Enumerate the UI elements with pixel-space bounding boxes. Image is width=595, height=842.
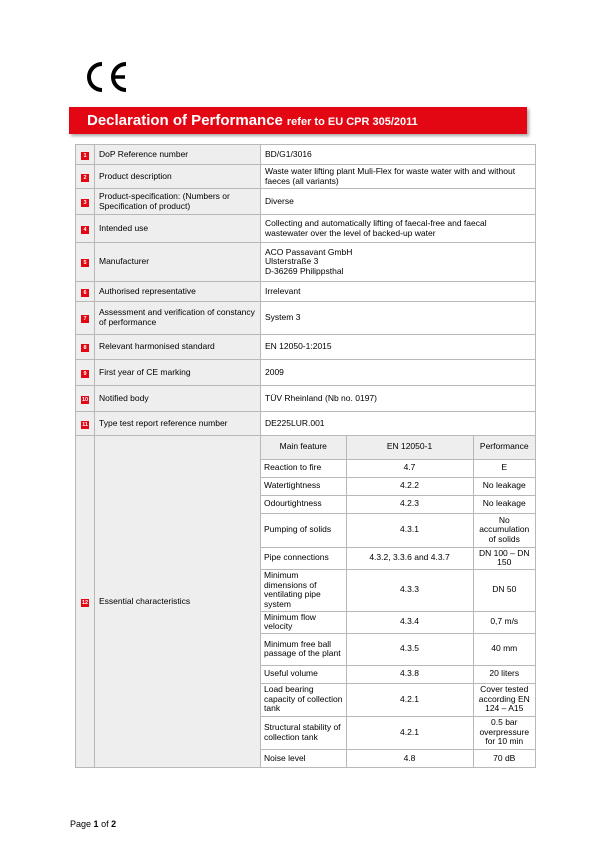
table-row — [261, 683, 535, 716]
row-label: First year of CE marking — [95, 360, 261, 386]
row-number-badge: 1 — [81, 152, 89, 160]
row-number-badge: 11 — [82, 421, 88, 428]
row-value: Collecting and automatically lifting of faecal-free and faecal wastewater over the level of backed-up water — [261, 215, 536, 243]
row-value: DE225LUR.001 — [261, 412, 536, 436]
address-line: D-36269 Philippsthal — [265, 265, 344, 276]
standard-cell: 4.3.5 — [346, 633, 473, 665]
row-number-badge: 12 — [81, 599, 89, 606]
row-label: DoP Reference number — [95, 145, 261, 165]
table-row — [76, 165, 536, 189]
standard-cell: 4.3.4 — [346, 611, 473, 633]
feature-cell: Useful volume — [261, 665, 346, 683]
row-value: System 3 — [261, 302, 536, 335]
feature-cell: Minimum flow velocity — [261, 611, 346, 633]
address-line: Ulsterstraße 3 — [265, 256, 319, 267]
standard-cell: 4.7 — [346, 459, 473, 477]
table-row — [76, 243, 536, 282]
row-number-badge: 10 — [81, 396, 89, 403]
column-header: EN 12050-1 — [346, 436, 473, 459]
row-value: Irrelevant — [261, 282, 536, 302]
page-footer — [70, 819, 116, 829]
standard-cell: 4.3.8 — [346, 665, 473, 683]
row-number-badge: 7 — [81, 315, 89, 323]
performance-cell: DN 50 — [473, 569, 535, 611]
row-label: Authorised representative — [95, 282, 261, 302]
table-row — [261, 547, 535, 569]
feature-cell: Minimum free ball passage of the plant — [261, 633, 346, 665]
row-label: Notified body — [95, 386, 261, 412]
total-pages: 2 — [111, 819, 117, 829]
standard-cell: 4.2.2 — [346, 477, 473, 495]
row-number-badge: 5 — [81, 259, 89, 267]
row-number-badge: 6 — [81, 289, 89, 297]
table-row — [261, 633, 535, 665]
row-value: 2009 — [261, 360, 536, 386]
header-row — [261, 436, 535, 459]
row-number-badge: 8 — [81, 344, 89, 352]
row-label: Product description — [95, 165, 261, 189]
ce-logo — [82, 60, 130, 99]
row-number-badge: 2 — [81, 174, 89, 182]
standard-cell: 4.8 — [346, 749, 473, 767]
feature-cell: Minimum dimensions of ventilating pipe system — [261, 569, 346, 611]
row-label: Type test report reference number — [95, 412, 261, 436]
performance-cell: 0.5 bar overpressure for 10 min — [473, 716, 535, 749]
row-number-badge: 4 — [81, 226, 89, 234]
feature-cell: Structural stability of collection tank — [261, 716, 346, 749]
column-header: Main feature — [261, 436, 346, 459]
performance-cell: DN 100 – DN 150 — [473, 547, 535, 569]
column-header: Performance — [473, 436, 535, 459]
row-number-badge: 9 — [81, 370, 89, 378]
page-title: Declaration of Performance — [87, 112, 283, 129]
standard-cell: 4.2.1 — [346, 683, 473, 716]
title-banner — [69, 107, 527, 134]
feature-cell: Noise level — [261, 749, 346, 767]
performance-cell: E — [473, 459, 535, 477]
performance-cell: 0,7 m/s — [473, 611, 535, 633]
table-row — [261, 569, 535, 611]
feature-cell: Pipe connections — [261, 547, 346, 569]
table-row — [76, 386, 536, 412]
manufacturer-address — [261, 243, 536, 282]
table-row — [76, 189, 536, 215]
table-row — [261, 513, 535, 547]
performance-cell: No accumulation of solids — [473, 513, 535, 547]
row-value: Waste water lifting plant Muli-Flex for waste water with and without faeces (all variants) — [261, 165, 536, 189]
feature-cell: Odourtightness — [261, 495, 346, 513]
row-value: Diverse — [261, 189, 536, 215]
standard-cell: 4.2.3 — [346, 495, 473, 513]
row-value: TÜV Rheinland (Nb no. 0197) — [261, 386, 536, 412]
feature-cell: Pumping of solids — [261, 513, 346, 547]
table-row — [76, 335, 536, 360]
table-row — [261, 749, 535, 767]
row-value: BD/G1/3016 — [261, 145, 536, 165]
regulation-reference: refer to EU CPR 305/2011 — [286, 116, 418, 128]
performance-cell: No leakage — [473, 477, 535, 495]
row-label: Product-specification: (Numbers or Specification of product) — [95, 189, 261, 215]
standard-cell: 4.3.2, 3.3.6 and 4.3.7 — [346, 547, 473, 569]
page-separator: of — [101, 819, 109, 829]
row-label: Relevant harmonised standard — [95, 335, 261, 360]
table-row — [261, 716, 535, 749]
table-row — [261, 665, 535, 683]
performance-cell: 70 dB — [473, 749, 535, 767]
performance-cell: No leakage — [473, 495, 535, 513]
row-value: EN 12050-1:2015 — [261, 335, 536, 360]
standard-cell: 4.3.1 — [346, 513, 473, 547]
table-row — [76, 412, 536, 436]
feature-cell: Watertightness — [261, 477, 346, 495]
performance-cell: 20 liters — [473, 665, 535, 683]
address-line: ACO Passavant GmbH — [265, 246, 353, 257]
row-label: Essential characteristics — [95, 436, 261, 768]
table-row — [76, 302, 536, 335]
current-page: 1 — [93, 819, 99, 829]
table-row — [261, 495, 535, 513]
standard-cell: 4.3.3 — [346, 569, 473, 611]
table-row — [261, 611, 535, 633]
row-label: Manufacturer — [95, 243, 261, 282]
row-number-badge: 3 — [81, 199, 89, 207]
performance-cell: 40 mm — [473, 633, 535, 665]
table-row — [261, 477, 535, 495]
table-row — [76, 215, 536, 243]
row-label: Assessment and verification of constancy of performance — [95, 302, 261, 335]
performance-cell: Cover tested according EN 124 – A15 — [473, 683, 535, 716]
page-label: Page — [70, 819, 92, 829]
table-row — [76, 145, 536, 165]
standard-cell: 4.2.1 — [346, 716, 473, 749]
feature-cell: Load bearing capacity of collection tank — [261, 683, 346, 716]
table-row — [76, 360, 536, 386]
essential-characteristics-table — [261, 436, 535, 767]
row-label: Intended use — [95, 215, 261, 243]
declaration-table — [75, 144, 536, 768]
table-row — [76, 282, 536, 302]
essential-characteristics-row — [76, 436, 536, 768]
table-row — [261, 459, 535, 477]
feature-cell: Reaction to fire — [261, 459, 346, 477]
